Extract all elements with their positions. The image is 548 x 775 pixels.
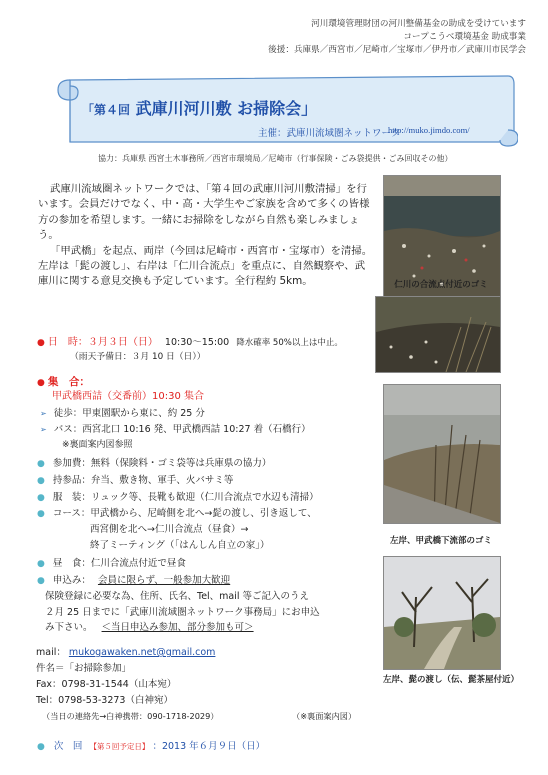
meet-place: 甲武橋西詰（交番前）10:30 集合 (52, 391, 204, 402)
intro-text (38, 182, 373, 290)
date-note: 降水確率 50%以上は中止。 (236, 338, 343, 348)
photo-bank-trash (375, 296, 501, 373)
bring-text: 持参品：弁当、敷き物、軍手、火バサミ等 (52, 475, 234, 486)
next-label: 次 回 (53, 741, 83, 752)
map-note: ※裏面案内図参照 (62, 440, 133, 450)
sponsor-line-1: 河川環境管理財団の河川整備基金の助成を受けています (311, 19, 526, 29)
caption-photo-2: 左岸、甲武橋下流部のゴミ (389, 536, 492, 546)
bullet-icon: ● (37, 476, 45, 486)
mail-row (36, 645, 215, 661)
arrow-icon: ➢ (40, 409, 47, 418)
date-row (37, 336, 343, 350)
course-line-1: コース：甲武橋から、尼崎側を北へ→髭の渡し、引き返して、 (52, 508, 317, 519)
bullet-icon: ● (37, 493, 45, 503)
insurance-line-2: ２月 25 日までに「武庫川流域圏ネットワーク事務局」にお申込 (45, 607, 320, 618)
bullet-icon: ● (37, 742, 45, 752)
lunch-text: 昼 食：仁川合流点付近で昼食 (52, 558, 186, 569)
date-time: 10:30～15:00 (164, 337, 230, 348)
sameday-note: ＜当日申込み参加、部分参加も可＞ (101, 622, 254, 633)
title-prefix: 「第４回 (82, 103, 131, 117)
cooperation-text: 協力：兵庫県 西宮土木事務所／西宮市環境局／尼崎市（行事保険・ごみ袋提供・ごみ回収その他） (98, 154, 453, 163)
insurance-line-1: 保険登録に必要な為、住所、氏名、Tel、mail 等ご記入のうえ (45, 591, 310, 602)
apply-text: 会員に限らず、一般参加大歓迎 (97, 575, 231, 586)
walk-row (40, 407, 205, 420)
bus-text: バス：西宮北口 10:16 発、甲武橋西詰 10:27 着（石橋行） (53, 424, 311, 435)
intro-paragraph-1: 武庫川流域圏ネットワークでは、「第４回の武庫川河川敷清掃」を行います。会員だけでなく、中・高・大学生やご家族を含めて多くの皆様方の参加を希望します。一緒にお掃除をしながら自然も楽しみましょう。 (38, 183, 370, 242)
tel-text: Tel：0798-53-3273（白神宛） (36, 695, 173, 706)
bullet-icon: ● (37, 576, 45, 586)
sponsor-line-3: 後援：兵庫県／西宮市／尼崎市／宝塚市／伊丹市／武庫川市民学会 (268, 45, 526, 55)
fax-text: Fax：0798-31-1544（山本宛） (36, 679, 177, 690)
fee-text: 参加費：無料（保険料・ゴミ袋等は兵庫県の協力） (52, 458, 272, 469)
bring-row (37, 474, 233, 488)
bus-row (40, 423, 311, 436)
meet-label: 集 合： (47, 376, 90, 388)
apply-row (37, 574, 230, 588)
bullet-icon: ● (37, 459, 45, 469)
rain-date: （雨天予備日：３月 10 日（日）） (70, 352, 206, 362)
insurance-line-3-text: み下さい。 (45, 622, 93, 633)
course-line-3: 終了ミーティング（「はんしん自立の家」） (90, 540, 270, 551)
caption-photo-1: 仁川の合流点付近のゴミ (394, 280, 488, 290)
next-small: 【第５回予定日】 (89, 742, 150, 751)
bullet-icon: ● (37, 378, 45, 388)
date-label: 日 時：３月３日（日） (47, 337, 158, 348)
bullet-icon: ● (37, 338, 45, 348)
caption-photo-3: 左岸、髭の渡し（伝、髭茶屋付近） (383, 675, 520, 685)
bullet-icon: ● (37, 509, 45, 519)
map-note-contact: （※裏面案内図） (292, 711, 357, 721)
mail-label: mail： (36, 647, 66, 658)
intro-paragraph-2: 「甲武橋」を起点、両岸（今回は尼崎市・西宮市・宝塚市）を清掃。左岸は「髭の渡し」、右岸は「仁川合流点」を重点に、自然観察や、武庫川に関する意見交換も予定しています。全行程約 5km。 (38, 244, 373, 288)
page-title (82, 96, 317, 119)
insurance-line-3 (45, 621, 254, 634)
lunch-row (37, 557, 186, 571)
sponsor-line-2: コープこうべ環境基金 助成事業 (403, 32, 526, 42)
next-event-row (37, 738, 265, 752)
apply-label: 申込み： (52, 575, 91, 586)
meet-row (37, 376, 90, 390)
mobile-text: （当日の連絡先→白神携帯：090-1718-2029） (42, 711, 219, 721)
next-date: ：2013 年６月９日（日） (152, 741, 266, 752)
website-url[interactable]: http://muko.jimdo.com/ (388, 125, 470, 135)
course-row (37, 507, 317, 521)
title-main: 武庫川河川敷 お掃除会」 (135, 99, 318, 118)
subject-text: 件名＝「お掃除参加」 (36, 663, 132, 674)
bullet-icon: ● (37, 559, 45, 569)
clothes-text: 服 装：リュック等、長靴も歓迎（仁川合流点で水辺も清掃） (52, 492, 319, 503)
photo-hige-crossing (383, 556, 501, 670)
course-line-2: 西宮側を北へ→仁川合流点（昼食）→ (90, 524, 249, 535)
clothes-row (37, 491, 319, 505)
arrow-icon: ➢ (40, 425, 47, 434)
photo-kobu-bridge-downstream (383, 384, 501, 524)
organizer-text: 主催：武庫川流域圏ネットワーク (258, 128, 401, 139)
fee-row (37, 457, 271, 471)
mail-link[interactable]: mukogawaken.net@gmail.com (68, 647, 216, 658)
walk-text: 徒歩：甲東園駅から東に、約 25 分 (53, 408, 205, 419)
